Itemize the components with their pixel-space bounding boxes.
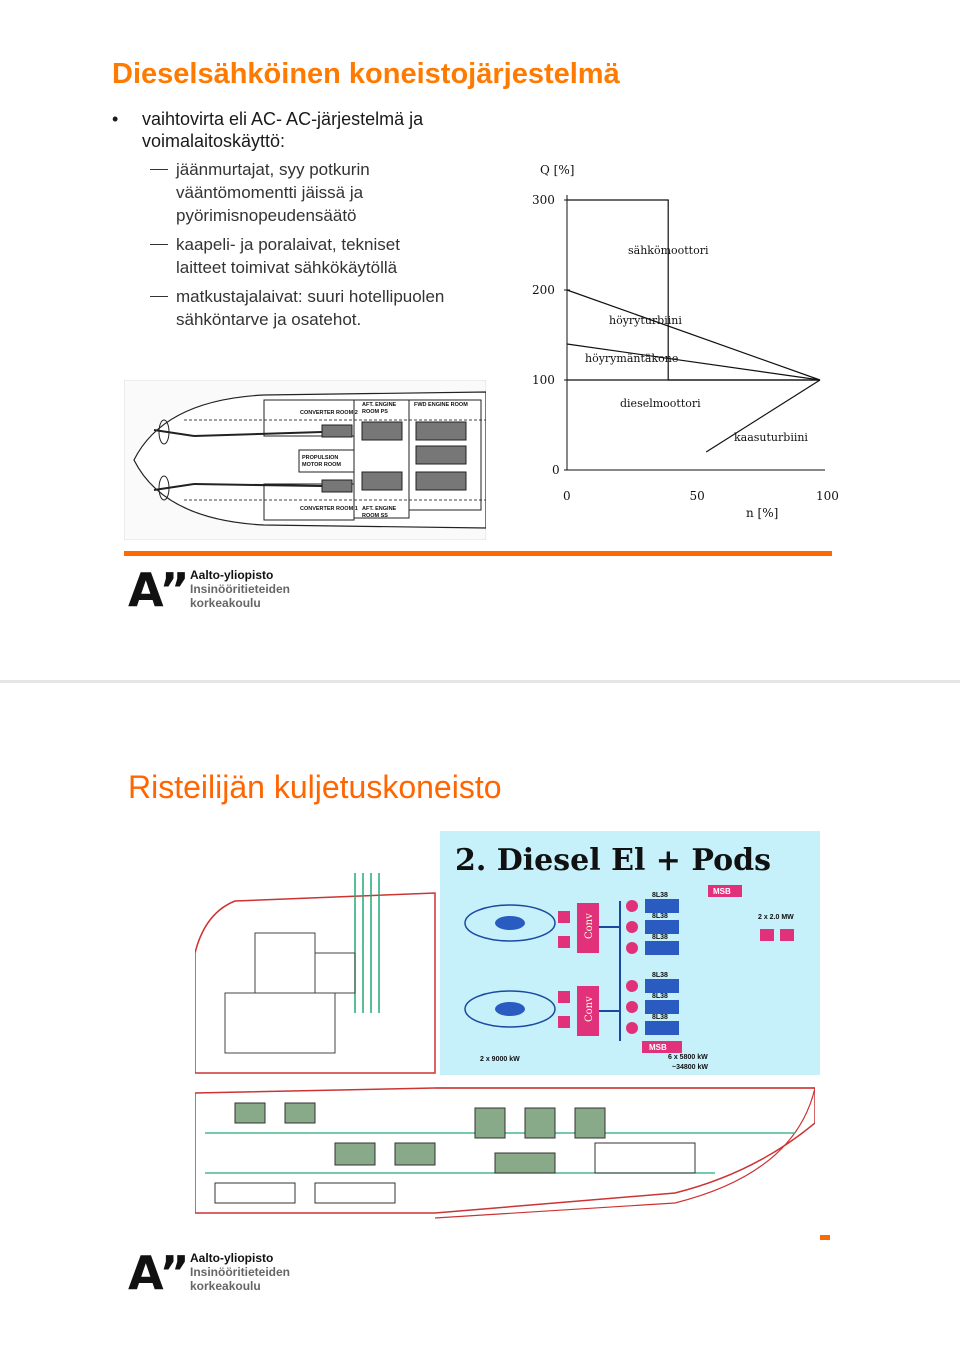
engines-power-label-2: ~34800 kW xyxy=(672,1064,708,1071)
fwd-engine-label: FWD ENGINE ROOM xyxy=(414,402,468,408)
pod-top-icon xyxy=(465,905,555,941)
aalto-logo-school-1: Insinööritieteiden xyxy=(190,582,291,596)
aalto-logo-mark: A” xyxy=(128,563,190,617)
aft-engine-ss-label-1: AFT. ENGINE xyxy=(362,506,397,512)
propulsion-label-1: PROPULSION xyxy=(302,455,339,461)
msb-top-label: MSB xyxy=(713,887,731,896)
aalto-logo-school-1: Insinööritieteiden xyxy=(190,1265,291,1279)
converter-room-2-label: CONVERTER ROOM 2 xyxy=(300,410,358,416)
bullet-text: vaihtovirta eli AC- AC-järjestelmä ja voimalaitoskäyttö: xyxy=(142,109,424,151)
engine-label-5: 8L38 xyxy=(652,993,668,1000)
pods-power-label: 2 x 9000 kW xyxy=(480,1056,520,1063)
series-label: dieselmoottori xyxy=(620,397,701,410)
sub-item-text: jäänmurtajat, syy potkurin vääntömomentti jäissä ja pyörimisnopeudensäätö xyxy=(176,160,370,225)
aalto-logo-school-2: korkeakoulu xyxy=(190,596,261,610)
aalto-logo-university: Aalto-yliopisto xyxy=(190,568,274,582)
engine-label-3: 8L38 xyxy=(652,934,668,941)
series-line xyxy=(567,290,820,380)
pods-panel-title: 2. Diesel El + Pods xyxy=(455,843,771,878)
converter-label-top: Conv xyxy=(584,913,595,939)
slide-1 xyxy=(0,0,960,680)
dash-icon xyxy=(150,296,168,297)
aft-engine-ps-label-2: ROOM PS xyxy=(362,409,388,415)
aft-engine-ss-label-2: ROOM SS xyxy=(362,513,388,519)
y-tick-label: 200 xyxy=(532,283,555,297)
sub-item-text: matkustajalaivat: suuri hotellipuolen sähköntarve ja osatehot. xyxy=(176,287,445,329)
y-tick-label: 0 xyxy=(552,463,560,477)
gen-power-label: 2 x 2.0 MW xyxy=(758,914,794,921)
pods-schematic xyxy=(440,881,820,1075)
aalto-logo xyxy=(128,563,328,620)
propulsion-label-2: MOTOR ROOM xyxy=(302,462,342,468)
footer-bar xyxy=(124,551,832,556)
pod-bottom-icon xyxy=(465,991,555,1027)
converter-label-bottom: Conv xyxy=(584,996,595,1022)
diesel-pods-panel xyxy=(440,831,820,1075)
engines-power-label-1: 6 x 5800 kW xyxy=(668,1054,708,1061)
aalto-logo-mark: A” xyxy=(128,1246,190,1300)
torque-speed-chart xyxy=(510,160,840,525)
bullet-item xyxy=(112,108,492,152)
aft-engine-ps-label-1: AFT. ENGINE xyxy=(362,402,397,408)
engine-label-2: 8L38 xyxy=(652,913,668,920)
x-tick-label: 50 xyxy=(689,489,705,503)
slide-2-title: Risteilijän kuljetuskoneisto xyxy=(128,769,502,805)
series-label: höyrymäntäkone xyxy=(585,352,679,365)
slide-2 xyxy=(0,683,960,1367)
bullet-symbol: • xyxy=(112,109,119,129)
series-label: kaasuturbiini xyxy=(734,431,808,444)
y-tick-label: 100 xyxy=(532,373,555,387)
series-label: höyryturbiini xyxy=(609,314,682,327)
y-tick-label: 300 xyxy=(532,193,555,207)
sub-item-icebreakers xyxy=(112,158,446,227)
engine-label-1: 8L38 xyxy=(652,892,668,899)
aalto-logo-school-2: korkeakoulu xyxy=(190,1279,261,1293)
sub-item-text: kaapeli- ja poralaivat, tekniset laitteet toimivat sähkökäytöllä xyxy=(176,235,400,277)
footer-bar-fragment xyxy=(820,1235,830,1240)
aalto-logo xyxy=(128,1246,328,1303)
bullet-list xyxy=(112,108,492,331)
slide-1-title: Dieselsähköinen koneistojärjestelmä xyxy=(112,58,620,90)
aalto-logo-university: Aalto-yliopisto xyxy=(190,1251,274,1265)
engine-label-6: 8L38 xyxy=(652,1014,668,1021)
series-label: sähkömoottori xyxy=(628,244,709,257)
msb-bottom-label: MSB xyxy=(649,1043,667,1052)
sub-item-passenger-ships xyxy=(112,285,446,331)
engine-label-4: 8L38 xyxy=(652,972,668,979)
converter-room-1-label: CONVERTER ROOM 1 xyxy=(300,506,358,512)
y-axis-label: Q [%] xyxy=(540,163,575,177)
x-tick-label: 0 xyxy=(563,489,571,503)
ship-machinery-plan xyxy=(124,380,486,540)
dash-icon xyxy=(150,244,168,245)
x-tick-label: 100 xyxy=(816,489,839,503)
x-axis-label: n [%] xyxy=(746,506,779,520)
sub-item-cable-ships xyxy=(112,233,446,279)
dash-icon xyxy=(150,169,168,170)
